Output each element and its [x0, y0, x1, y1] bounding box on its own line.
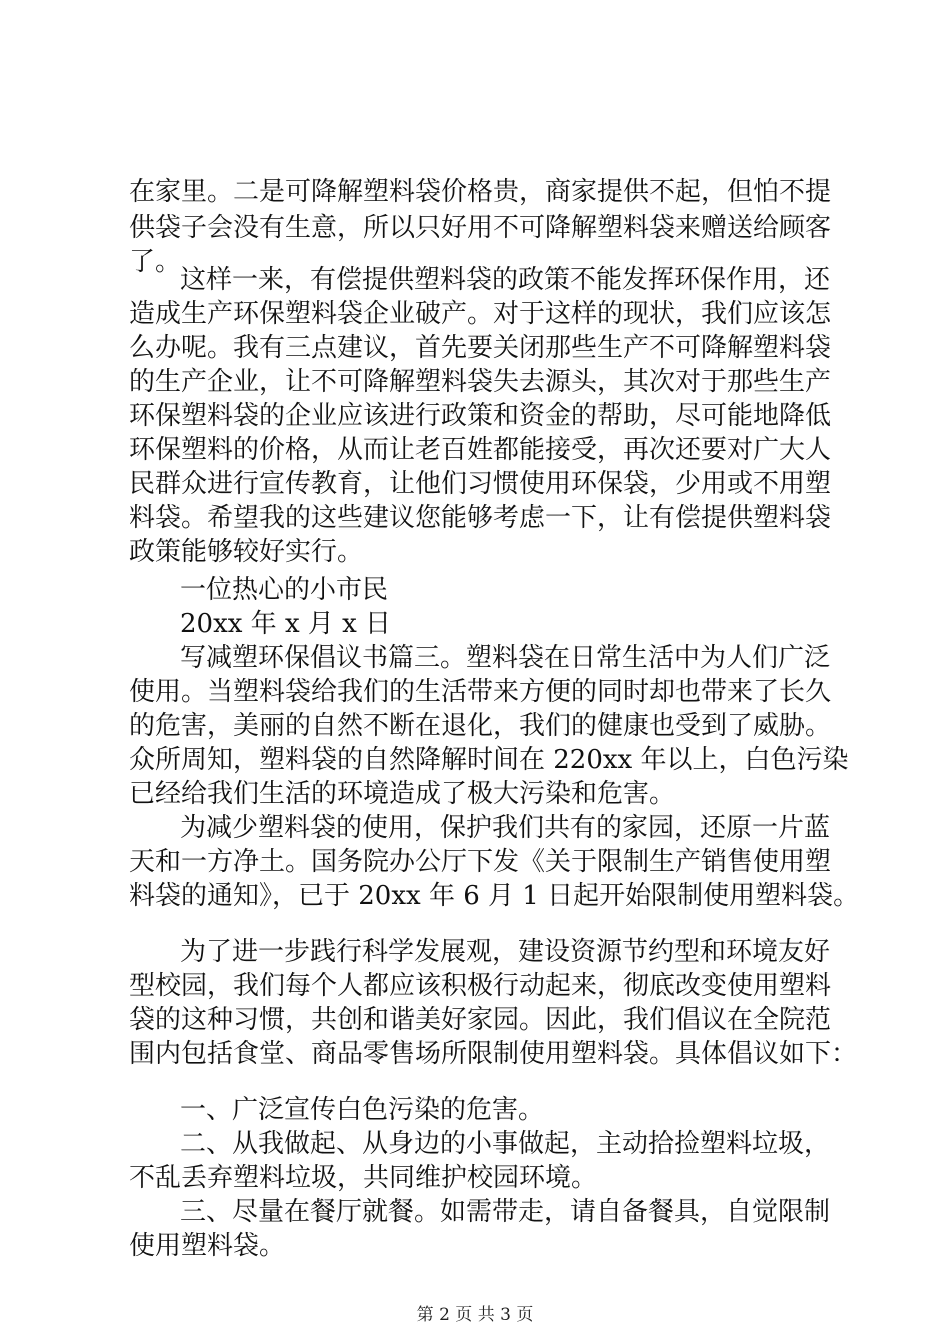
proposal-item-2: 二、从我做起、从身边的小事做起，主动拾捡塑料垃圾， — [180, 1129, 831, 1159]
text-line: 环保塑料袋的企业应该进行政策和资金的帮助，尽可能地降低 — [129, 401, 832, 431]
text-line: 么办呢。我有三点建议，首先要关闭那些生产不可降解塑料袋 — [129, 333, 832, 363]
text-line: 了。 — [129, 247, 182, 277]
text-line: 众所周知，塑料袋的自然降解时间在 220xx 年以上，白色污染 — [129, 745, 849, 775]
proposal-item-1: 一、广泛宣传白色污染的危害。 — [180, 1095, 545, 1125]
text-line: 袋的这种习惯，共创和谐美好家园。因此，我们倡议在全院范 — [129, 1005, 832, 1035]
text-line: 天和一方净土。国务院办公厅下发《关于限制生产销售使用塑 — [129, 847, 832, 877]
text-line: 型校园，我们每个人都应该积极行动起来，彻底改变使用塑料 — [129, 971, 832, 1001]
text-line: 料袋。希望我的这些建议您能够考虑一下，让有偿提供塑料袋 — [129, 503, 832, 533]
paragraph-start: 这样一来，有偿提供塑料袋的政策不能发挥环保作用，还 — [180, 265, 831, 295]
paragraph-start: 为了进一步践行科学发展观，建设资源节约型和环境友好 — [180, 937, 831, 967]
text-line: 的生产企业，让不可降解塑料袋失去源头，其次对于那些生产 — [129, 367, 832, 397]
text-line: 环保塑料的价格，从而让老百姓都能接受，再次还要对广大人 — [129, 435, 832, 465]
paragraph-start: 写减塑环保倡议书篇三。塑料袋在日常生活中为人们广泛 — [180, 643, 831, 673]
page-number-footer: 第 2 页 共 3 页 — [416, 1305, 534, 1325]
text-line: 民群众进行宣传教育，让他们习惯使用环保袋，少用或不用塑 — [129, 469, 832, 499]
text-line: 料袋的通知》，已于 20xx 年 6 月 1 日起开始限制使用塑料袋。 — [129, 881, 860, 911]
signature-date: 20xx 年 x 月 x 日 — [180, 609, 392, 639]
text-line: 在家里。二是可降解塑料袋价格贵，商家提供不起，但怕不提 — [129, 177, 832, 207]
text-line: 围内包括食堂、商品零售场所限制使用塑料袋。具体倡议如下： — [129, 1039, 858, 1069]
proposal-item-3: 三、尽量在餐厅就餐。如需带走，请自备餐具，自觉限制 — [180, 1197, 831, 1227]
text-line: 使用塑料袋。 — [129, 1231, 286, 1261]
text-line: 造成生产环保塑料袋企业破产。对于这样的现状，我们应该怎 — [129, 299, 832, 329]
signature-name: 一位热心的小市民 — [180, 575, 389, 605]
paragraph-start: 为减少塑料袋的使用，保护我们共有的家园，还原一片蓝 — [180, 813, 831, 843]
text-line: 已经给我们生活的环境造成了极大污染和危害。 — [129, 779, 676, 809]
text-line: 供袋子会没有生意，所以只好用不可降解塑料袋来赠送给顾客 — [129, 213, 832, 243]
text-line: 不乱丢弃塑料垃圾，共同维护校园环境。 — [129, 1163, 598, 1193]
text-line: 的危害，美丽的自然不断在退化，我们的健康也受到了威胁。 — [129, 711, 832, 741]
text-line: 政策能够较好实行。 — [129, 537, 364, 567]
text-line: 使用。当塑料袋给我们的生活带来方便的同时却也带来了长久 — [129, 677, 832, 707]
